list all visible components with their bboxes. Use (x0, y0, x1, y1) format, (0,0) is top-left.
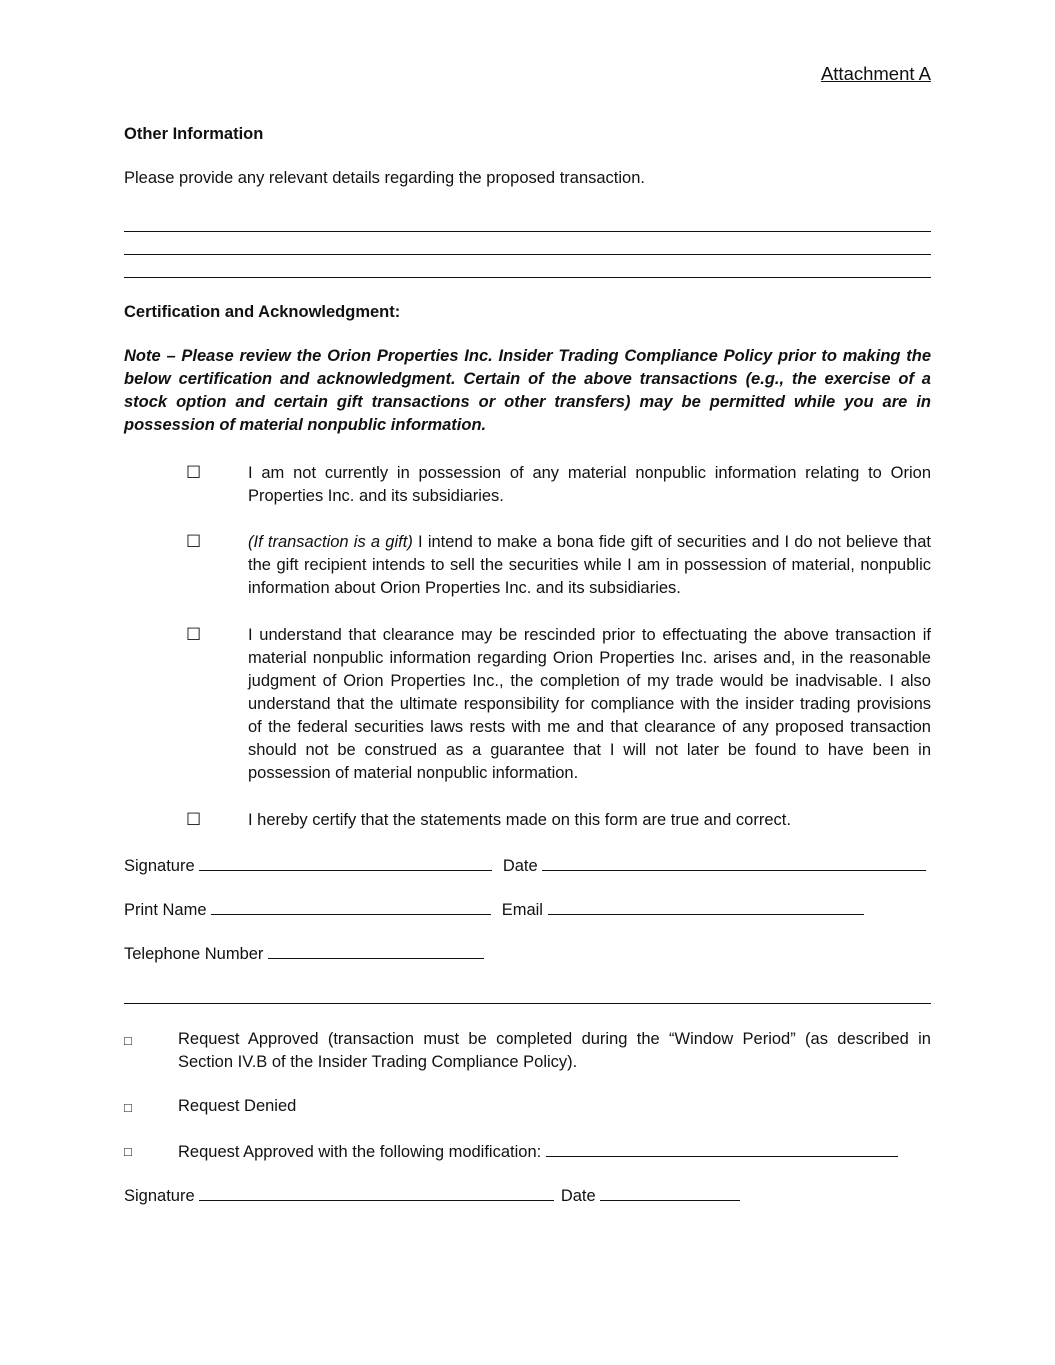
signature-field[interactable] (199, 853, 492, 871)
date-label: Date (502, 857, 538, 875)
certify-true-text: I hereby certify that the statements made on this form are true and correct. (248, 811, 791, 829)
certify-gift-checkbox[interactable]: ☐ (186, 532, 202, 551)
denied-checkbox[interactable]: □ (124, 1100, 132, 1115)
email-field[interactable] (548, 897, 864, 915)
modification-field[interactable] (546, 1139, 898, 1157)
certify-clearance-text: I understand that clearance may be rescinded prior to effectuating the above transaction if material nonpublic information regarding Orion Properties Inc. arises and, in the reasonable judgment of Orion Properties Inc., the completion of my trade would be inadvisable. I also understand that the ultimate responsibility for compliance with the insider trading provisions of the federal securities laws rests with me and that clearance of any proposed transaction should not be construed as a guarantee that I will not later be found to have been in possession of material nonpublic information. (248, 626, 931, 782)
approver-date-field[interactable] (600, 1183, 740, 1201)
approver-signature-row (124, 1183, 740, 1208)
telephone-field[interactable] (268, 941, 484, 959)
details-line-2[interactable] (124, 254, 931, 255)
certify-true-checkbox[interactable]: ☐ (186, 810, 202, 829)
approved-checkbox[interactable]: □ (124, 1033, 132, 1048)
other-info-prompt: Please provide any relevant details regarding the proposed transaction. (124, 169, 645, 187)
signature-label: Signature (124, 857, 195, 875)
modified-checkbox[interactable]: □ (124, 1144, 132, 1159)
denied-text: Request Denied (178, 1097, 297, 1115)
approver-signature-label: Signature (124, 1187, 195, 1205)
certify-gift-text (248, 531, 931, 600)
email-label: Email (501, 901, 543, 919)
certify-no-mnpi-checkbox[interactable]: ☐ (186, 463, 202, 482)
other-info-heading: Other Information (124, 125, 264, 143)
gift-qualifier: (If transaction is a gift) (248, 533, 413, 551)
details-line-1[interactable] (124, 231, 931, 232)
print-name-field[interactable] (211, 897, 491, 915)
certification-note: Note – Please review the Orion Properties Inc. Insider Trading Compliance Policy prior to making the below certification and acknowledgment. Certain of the above transactions (e.g., the exercise of a stock option and certain gift transactions or other transfers) may be permitted while you are in possession of material nonpublic information. (124, 347, 931, 434)
approver-signature-field[interactable] (199, 1183, 554, 1201)
approved-text: Request Approved (transaction must be completed during the “Window Period” (as described in Section IV.B of the Insider Trading Compliance Policy). (178, 1030, 931, 1071)
gift-statement: I intend to make a bona fide gift of securities and I do not believe that the gift recipient intends to sell the securities while I am in possession of material, nonpublic information about Orion Properties Inc. and its subsidiaries. (248, 533, 931, 597)
certify-no-mnpi-text: I am not currently in possession of any material nonpublic information relating to Orion Properties Inc. and its subsidiaries. (248, 464, 931, 505)
signature-row (124, 853, 926, 878)
modified-text: Request Approved with the following modification: (178, 1143, 542, 1161)
print-name-row (124, 897, 864, 922)
attachment-label: Attachment A (820, 63, 931, 84)
approver-date-label: Date (560, 1187, 596, 1205)
certify-clearance-checkbox[interactable]: ☐ (186, 625, 202, 644)
details-line-3[interactable] (124, 277, 931, 278)
telephone-row (124, 941, 484, 966)
section-divider (124, 1003, 931, 1004)
modified-row (178, 1139, 898, 1164)
print-name-label: Print Name (124, 901, 207, 919)
telephone-label: Telephone Number (124, 945, 264, 963)
certification-heading: Certification and Acknowledgment: (124, 303, 401, 321)
date-field[interactable] (542, 853, 926, 871)
